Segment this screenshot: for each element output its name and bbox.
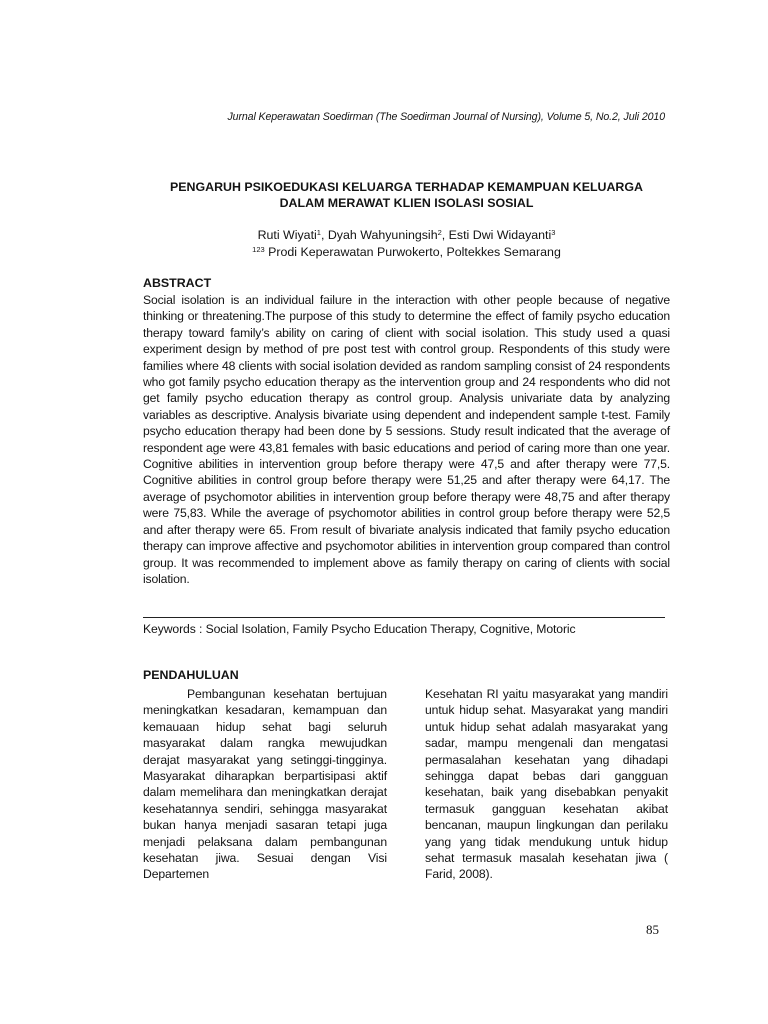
title-line-1: PENGARUH PSIKOEDUKASI KELUARGA TERHADAP KEMAMPUAN KELUARGA	[170, 180, 643, 194]
page-number: 85	[646, 922, 659, 937]
journal-header: Jurnal Keperawatan Soedirman (The Soedirman Journal of Nursing), Volume 5, No.2, Juli 2010	[227, 111, 665, 123]
section-heading: PENDAHULUAN	[143, 668, 239, 682]
author-1-sup: 1	[316, 228, 321, 237]
right-paragraph: Kesehatan RI yaitu masyarakat yang mandiri untuk hidup sehat. Masyarakat yang mandiri untuk hidup sehat adalah masyarakat yang sadar, mampu mengenali dan mengatasi permasalahan kesehatan yang dihadapi sehingga dapat bebas dari gangguan kesehatan, baik yang disebabkan penyakit termasuk gangguan kesehatan akibat bencanan, maupun lingkungan dan perilaku yang yang tidak mendukung untuk hidup sehat termasuk masalah kesehatan jiwa ( Farid, 2008).	[425, 687, 668, 882]
affiliation-sup: 123	[252, 245, 265, 254]
article-title	[145, 179, 668, 211]
author-3-sup: 3	[551, 228, 556, 237]
abstract-heading: ABSTRACT	[143, 276, 212, 290]
abstract-body: Social isolation is an individual failure in the interaction with other people because of negative thinking or threatening.The purpose of this study to determine the effect of family psycho education therapy toward family’s ability on caring of client with social isolation. This study used a quasi experiment design by method of pre post test with control group. Respondents of this study were families where 48 clients with social isolation devided as random sampling consist of 24 respondents who got family psycho education therapy as the intervention group and 24 respondents who did not get family psycho education therapy as control group. Analysis univariate data by analyzing variables as descriptive. Analysis bivariate using dependent and independent sample t-test. Family psycho education therapy had been done by 5 sessions. Study result indicated that the average of respondent age were 43,81 females with basic educations and period of caring more than one year. Cognitive abilities in intervention group before therapy were 47,5 and after therapy were 77,5. Cognitive abilities in control group before therapy were 51,25 and after therapy were 64,17. The average of psychomotor abilities in intervention group before therapy were 48,75 and after therapy were 75,83. While the average of psychomotor abilities in control group before therapy were 52,5 and after therapy were 65. From result of bivariate analysis indicated that family psycho education therapy can improve affective and psychomotor abilities in intervention group compared than control group. It was recommended to implement above as family therapy on caring of clients with social isolation.	[143, 293, 670, 586]
affiliation	[145, 244, 668, 260]
author-3: Esti Dwi Widayanti	[448, 228, 552, 242]
left-column	[143, 686, 387, 883]
right-column	[425, 686, 668, 883]
title-line-2: DALAM MERAWAT KLIEN ISOLASI SOSIAL	[279, 196, 534, 210]
left-paragraph: Pembangunan kesehatan bertujuan meningkatkan kesadaran, kemampuan dan kemauaan hidup sehat bagi seluruh masyarakat dalam rangka mewujudkan derajat masyarakat yang setinggi-tingginya. Masyarakat diharapkan berpartisipasi aktif dalam memelihara dan meningkatkan derajat kesehatannya sendiri, sehingga masyarakat bukan hanya menjadi sasaran tetapi juga menjadi pelaksana dalam pembangunan kesehatan jiwa. Sesuai dengan Visi Departemen	[143, 687, 387, 882]
author-1: Ruti Wiyati	[257, 228, 317, 242]
author-2: Dyah Wahyuningsih	[327, 228, 438, 242]
author-2-sup: 2	[437, 228, 442, 237]
keywords: Keywords : Social Isolation, Family Psycho Education Therapy, Cognitive, Motoric	[143, 622, 576, 636]
divider-line	[143, 617, 665, 618]
author-list: Ruti Wiyati$^1$, Dyah Wahyuningsih$^2$, Esti Dwi Widayanti$^3$	[257, 228, 556, 242]
affiliation-text: Prodi Keperawatan Purwokerto, Poltekkes Semarang	[268, 245, 561, 259]
